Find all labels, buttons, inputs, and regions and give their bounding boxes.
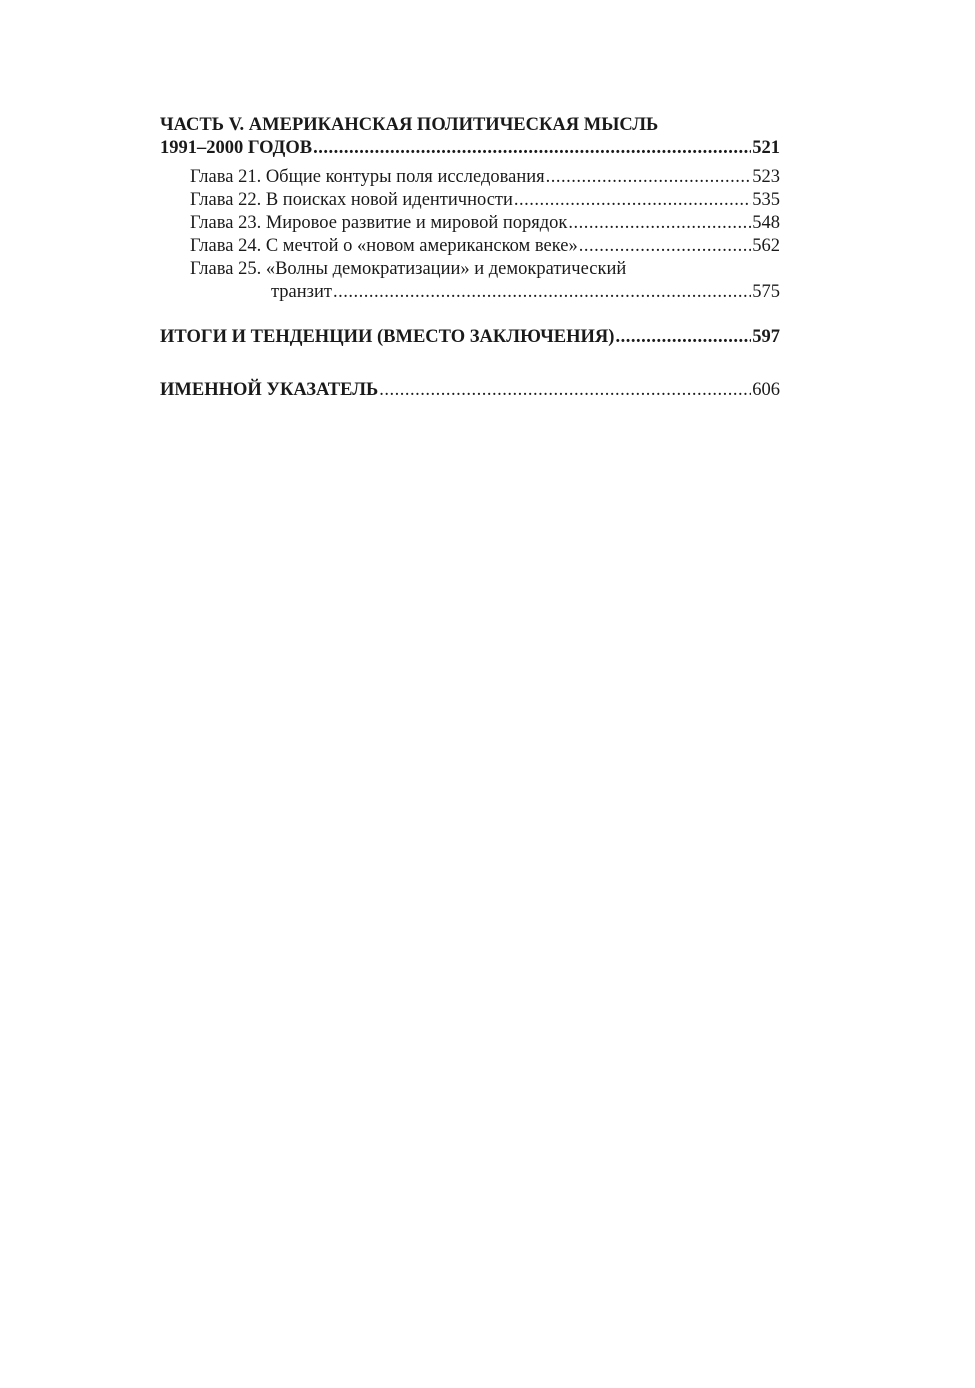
part-title-line1: ЧАСТЬ V. АМЕРИКАНСКАЯ ПОЛИТИЧЕСКАЯ МЫСЛЬ	[160, 115, 659, 135]
chapter-entry-21	[160, 166, 780, 189]
table-of-contents	[160, 114, 780, 402]
chapter-entry-23	[160, 212, 780, 235]
chapter-label: Глава 23. Мировое развитие и мировой порядок	[190, 213, 568, 233]
conclusion-entry	[160, 326, 780, 349]
leader-dots	[568, 212, 751, 235]
chapter-entry-22	[160, 189, 780, 212]
leader-dots	[379, 379, 751, 402]
chapter-label-continued: транзит	[271, 282, 332, 302]
leader-dots	[514, 189, 751, 212]
part-title-line2: 1991–2000 ГОДОВ	[160, 138, 313, 158]
chapter-25-title-line1: Глава 25. «Волны демократизации» и демократический	[190, 259, 627, 279]
index-label: ИМЕННОЙ УКАЗАТЕЛЬ	[160, 380, 379, 400]
chapter-page-number: 523	[752, 167, 780, 187]
chapter-label: Глава 22. В поисках новой идентичности	[190, 190, 513, 210]
conclusion-page-number: 597	[752, 327, 780, 347]
chapter-page-number: 548	[752, 213, 780, 233]
chapter-label: Глава 21. Общие контуры поля исследования	[190, 167, 545, 187]
chapter-entry-25	[160, 281, 780, 304]
index-page-number: 606	[752, 380, 780, 400]
chapter-page-number: 535	[752, 190, 780, 210]
part-entry	[160, 137, 780, 160]
chapter-page-number: 562	[752, 236, 780, 256]
part-page-number: 521	[752, 138, 780, 158]
conclusion-label: ИТОГИ И ТЕНДЕНЦИИ (ВМЕСТО ЗАКЛЮЧЕНИЯ)	[160, 327, 615, 347]
leader-dots	[313, 137, 751, 160]
chapter-entry-24	[160, 235, 780, 258]
leader-dots	[546, 166, 752, 189]
leader-dots	[579, 235, 752, 258]
leader-dots	[333, 281, 751, 304]
chapter-page-number: 575	[752, 282, 780, 302]
index-entry	[160, 379, 780, 402]
chapter-label: Глава 24. С мечтой о «новом американском веке»	[190, 236, 578, 256]
leader-dots	[615, 326, 751, 349]
